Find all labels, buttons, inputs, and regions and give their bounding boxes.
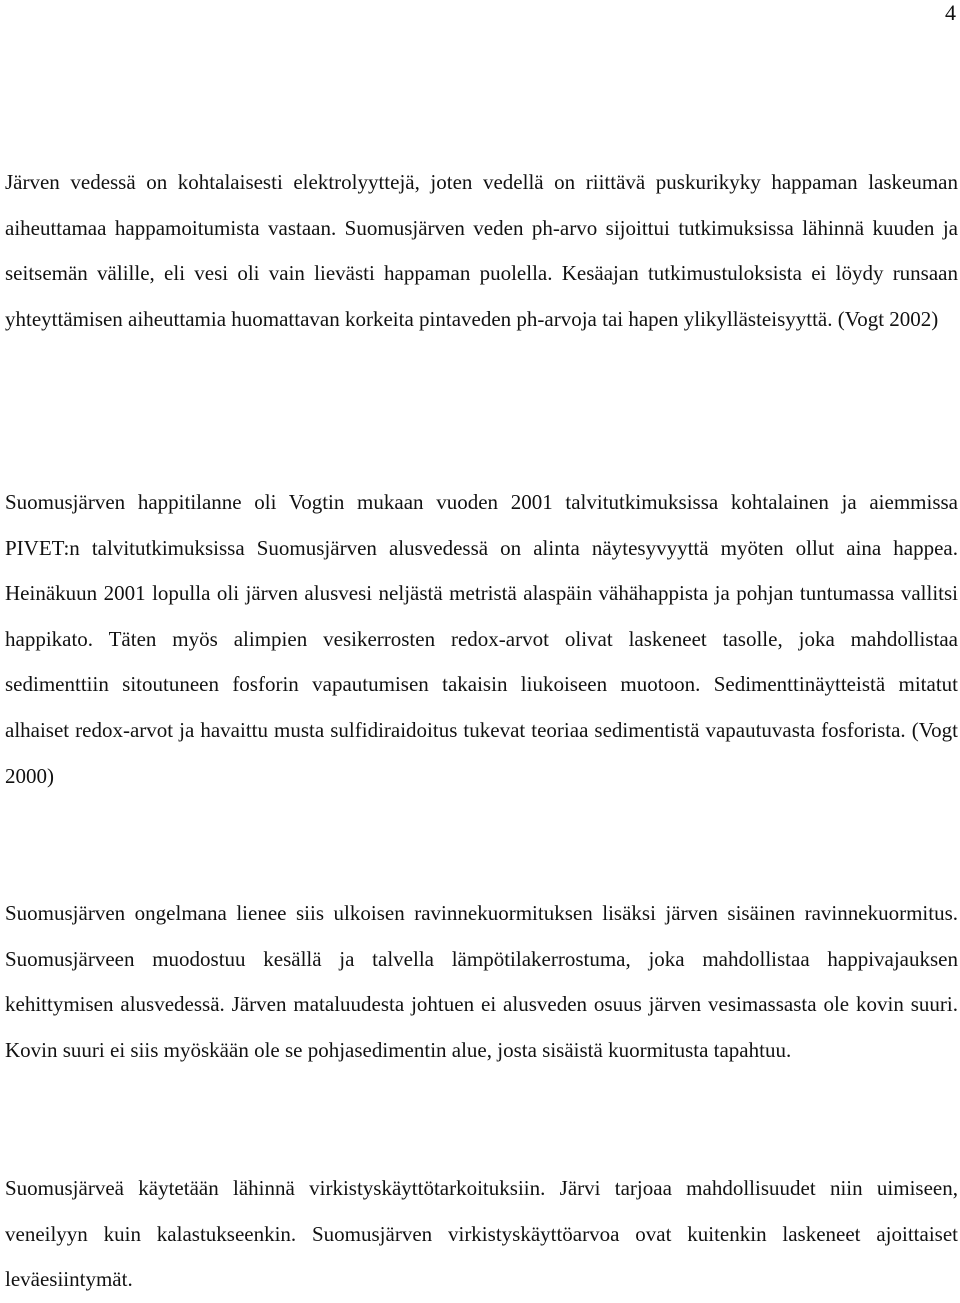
paragraph-oxygen-status: Suomusjärven happitilanne oli Vogtin mukaan vuoden 2001 talvitutkimuksissa kohtalainen ja aiemmissa PIVET:n talvitutkimuksissa Suomusjärven alusvedessä on alinta näytesyvyyttä myöten ollut aina happea. Heinäkuun 2001 lopulla oli järven alusvesi neljästä metristä alaspäin vähähappista ja pohjan tuntumassa vallitsi happikato. Täten myös alimpien vesikerrosten redox-arvot olivat laskeneet tasolle, joka mahdollistaa sedimenttiin sitoutuneen fosforin vapautumisen takaisin liukoiseen muotoon. Sedimenttinäytteistä mitatut alhaiset redox-arvot ja havaittu musta sulfidiraidoitus tukevat teoriaa sedimentistä vapautuvasta fosforista. (Vogt 2000) [5, 490, 958, 788]
page-number: 4 [945, 0, 956, 25]
paragraph-internal-loading: Suomusjärven ongelmana lienee siis ulkoisen ravinnekuormituksen lisäksi järven sisäinen ravinnekuormitus. Suomusjärveen muodostuu kesällä ja talvella lämpötilakerrostuma, joka mahdollistaa happivajauksen kehittymisen alusvedessä. Järven mataluudesta johtuen ei alusveden osuus järven vesimassasta ole kovin suuri. Kovin suuri ei siis myöskään ole se pohjasedimentin alue, josta sisäistä kuormitusta tapahtuu. [5, 901, 958, 1062]
paragraph-ph-buffering: Järven vedessä on kohtalaisesti elektrolyyttejä, joten vedellä on riittävä puskurikyky happaman laskeuman aiheuttamaa happamoitumista vastaan. Suomusjärven veden ph-arvo sijoittui tutkimuksissa lähinnä kuuden ja seitsemän välille, eli vesi oli vain lievästi happaman puolella. Kesäajan tutkimustuloksista ei löydy runsaan yhteyttämisen aiheuttamia huomattavan korkeita pintaveden ph-arvoja tai hapen ylikyllästeisyyttä. (Vogt 2002) [5, 170, 958, 331]
paragraph-recreational-use: Suomusjärveä käytetään lähinnä virkistyskäyttötarkoituksiin. Järvi tarjoaa mahdollisuudet niin uimiseen, veneilyyn kuin kalastukseenkin. Suomusjärven virkistyskäyttöarvoa ovat kuitenkin laskeneet ajoittaiset leväesiintymät. [5, 1176, 958, 1292]
